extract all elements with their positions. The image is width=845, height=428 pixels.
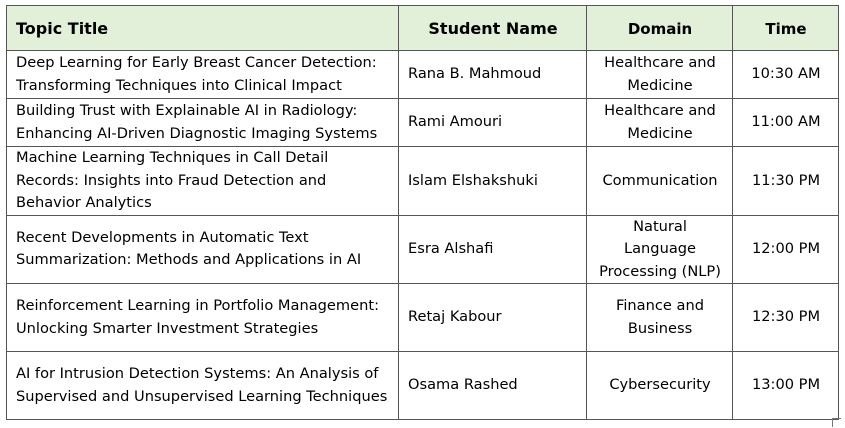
time-cell[interactable]: 12:30 PM <box>733 284 839 352</box>
header-topic-title: Topic Title <box>7 6 399 51</box>
domain-cell[interactable]: Healthcare and Medicine <box>587 51 733 99</box>
header-domain: Domain <box>587 6 733 51</box>
topic-cell[interactable]: Deep Learning for Early Breast Cancer Detection: Transforming Techniques into Clinical Impact <box>7 51 399 99</box>
time-cell[interactable]: 11:00 AM <box>733 99 839 147</box>
topic-cell[interactable]: AI for Intrusion Detection Systems: An Analysis of Supervised and Unsupervised Learning Techniques <box>7 352 399 420</box>
table-row <box>7 99 839 147</box>
student-cell[interactable]: Osama Rashed <box>399 352 587 420</box>
time-cell[interactable]: 12:00 PM <box>733 215 839 284</box>
table-row <box>7 352 839 420</box>
table-row <box>7 147 839 216</box>
domain-cell[interactable]: Cybersecurity <box>587 352 733 420</box>
domain-cell[interactable]: Communication <box>587 147 733 216</box>
topic-cell[interactable]: Reinforcement Learning in Portfolio Management: Unlocking Smarter Investment Strategies <box>7 284 399 352</box>
domain-cell[interactable]: Natural Language Processing (NLP) <box>587 215 733 284</box>
topic-cell[interactable]: Recent Developments in Automatic Text Summarization: Methods and Applications in AI <box>7 215 399 284</box>
schedule-table <box>6 5 839 420</box>
table-row <box>7 284 839 352</box>
page-corner-mark <box>832 418 841 427</box>
header-time: Time <box>733 6 839 51</box>
header-row <box>7 6 839 51</box>
student-cell[interactable]: Rami Amouri <box>399 99 587 147</box>
student-cell[interactable]: Esra Alshafi <box>399 215 587 284</box>
student-cell[interactable]: Rana B. Mahmoud <box>399 51 587 99</box>
topic-cell[interactable]: Machine Learning Techniques in Call Detail Records: Insights into Fraud Detection and Behavior Analytics <box>7 147 399 216</box>
domain-cell[interactable]: Healthcare and Medicine <box>587 99 733 147</box>
student-cell[interactable]: Retaj Kabour <box>399 284 587 352</box>
header-student-name: Student Name <box>399 6 587 51</box>
table-row <box>7 215 839 284</box>
student-cell[interactable]: Islam Elshakshuki <box>399 147 587 216</box>
topic-cell[interactable]: Building Trust with Explainable AI in Radiology: Enhancing AI-Driven Diagnostic Imaging Systems <box>7 99 399 147</box>
table-row <box>7 51 839 99</box>
time-cell[interactable]: 10:30 AM <box>733 51 839 99</box>
time-cell[interactable]: 11:30 PM <box>733 147 839 216</box>
time-cell[interactable]: 13:00 PM <box>733 352 839 420</box>
domain-cell[interactable]: Finance and Business <box>587 284 733 352</box>
